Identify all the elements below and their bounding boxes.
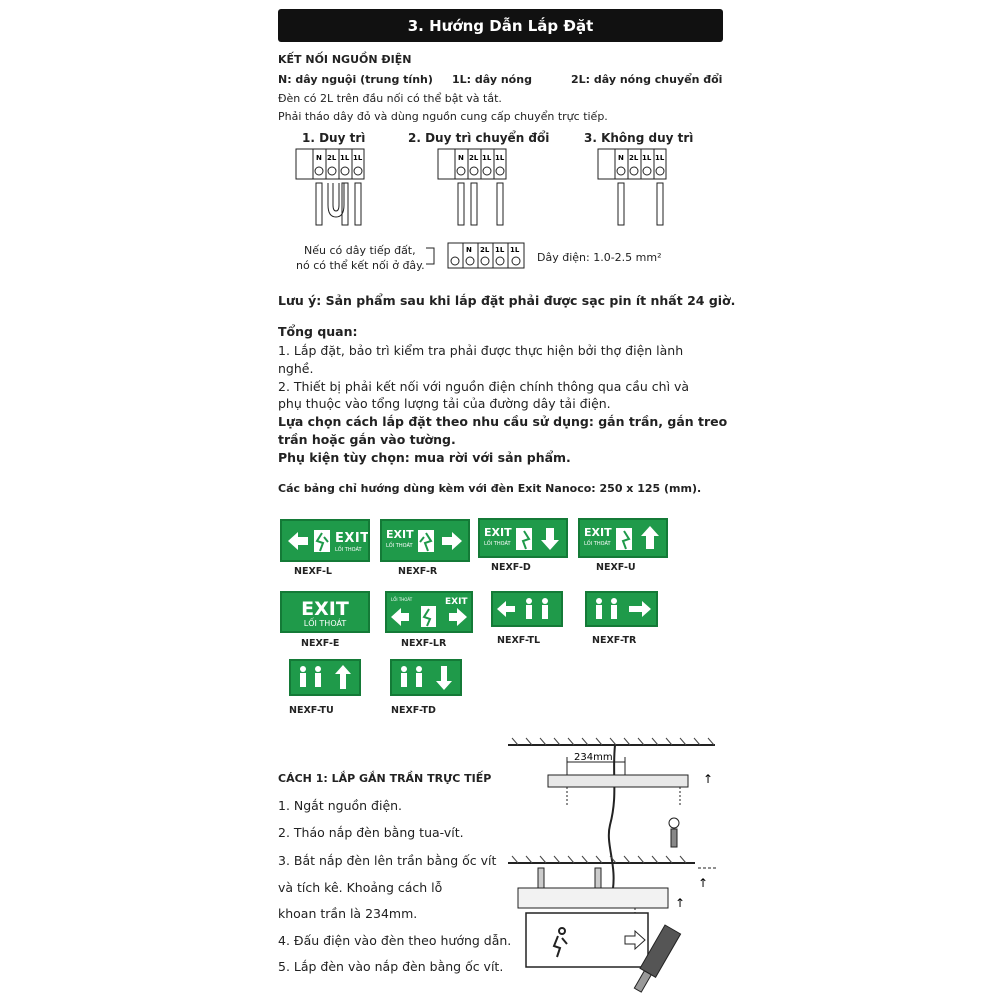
- g-1l: 1L: [495, 246, 505, 254]
- overview-b2: Phụ kiện tùy chọn: mua rời với sản phẩm.: [278, 450, 571, 465]
- t3-n: N: [618, 154, 624, 162]
- wiring-diagrams: [290, 145, 690, 235]
- sign-d-graphic: [480, 520, 566, 556]
- arrow-down-icon: [541, 528, 559, 550]
- arrow-up-icon: [641, 526, 659, 549]
- t2-1l-b: 1L: [495, 154, 505, 162]
- sign-r-exit: EXIT: [386, 528, 414, 541]
- install-step-3c: khoan trần là 234mm.: [278, 906, 418, 921]
- sign-l-graphic: [282, 521, 368, 560]
- code-nexf-tu: NEXF-TU: [289, 705, 334, 716]
- sign-nexf-e: [280, 591, 370, 633]
- terminal-block-2: [438, 149, 506, 225]
- arrow-left-icon: [497, 601, 515, 617]
- install-step-2: 2. Tháo nắp đèn bằng tua-vít.: [278, 825, 464, 840]
- sign-e-sub: LỐI THOÁT: [303, 619, 347, 628]
- l2-label: 2L: dây nóng chuyển đổi: [571, 73, 723, 86]
- sign-tu-graphic: [291, 661, 359, 694]
- g-2l: 2L: [480, 246, 490, 254]
- ground-terminal: [426, 240, 526, 272]
- t3-1l-b: 1L: [655, 154, 665, 162]
- arrow-left-icon: [391, 608, 409, 626]
- code-nexf-tl: NEXF-TL: [497, 635, 541, 646]
- code-nexf-tr: NEXF-TR: [592, 635, 637, 646]
- ceiling-mount-illustration: [500, 735, 725, 1000]
- arrow-right-icon: [629, 601, 651, 617]
- overview-heading: Tổng quan:: [278, 324, 358, 339]
- screw-icon: [669, 818, 679, 847]
- sign-nexf-td: [390, 659, 462, 696]
- install-step-3a: 3. Bắt nắp đèn lên trần bằng ốc vít: [278, 853, 497, 868]
- up-arrow-1: ↑: [703, 772, 714, 786]
- people-icon: [300, 666, 321, 687]
- overview-p1b: nghề.: [278, 361, 314, 376]
- dimension-label: 234mm: [574, 752, 613, 763]
- overview-b1a: Lựa chọn cách lắp đặt theo nhu cầu sử dụng: gắn trần, gắn treo: [278, 414, 728, 429]
- install-heading: CÁCH 1: LẮP GẮN TRẦN TRỰC TIẾP: [278, 772, 492, 785]
- people-icon: [526, 598, 548, 619]
- diagram-1-title: 1. Duy trì: [302, 131, 366, 145]
- sign-tr-graphic: [587, 593, 656, 625]
- install-step-1: 1. Ngắt nguồn điện.: [278, 798, 403, 813]
- people-icon: [401, 666, 422, 687]
- diagram-3-title: 3. Không duy trì: [584, 131, 694, 145]
- sign-nexf-tl: [491, 591, 563, 627]
- terminal-block-3: [598, 149, 666, 225]
- arrow-right-icon: [449, 608, 467, 626]
- section-header: [278, 9, 723, 42]
- t1-1l-b: 1L: [353, 154, 363, 162]
- sign-nexf-lr: [385, 591, 473, 633]
- install-step-3b: và tích kê. Khoảng cách lỗ: [278, 880, 443, 895]
- sign-l-sub: LỐI THOÁT: [335, 547, 362, 553]
- arrow-up-icon: [335, 665, 351, 689]
- sign-r-sub: LỐI THOÁT: [386, 543, 413, 549]
- n-label: N: dây nguội (trung tính): [278, 73, 433, 86]
- power-line1: Đèn có 2L trên đầu nối có thể bật và tắt.: [278, 92, 502, 105]
- sign-e-graphic: [282, 593, 368, 631]
- g-n: N: [466, 246, 472, 254]
- sign-nexf-u: [578, 518, 668, 558]
- sign-d-sub: LỐI THOÁT: [484, 541, 511, 547]
- charge-note: Lưu ý: Sản phẩm sau khi lắp đặt phải được sạc pin ít nhất 24 giờ.: [278, 293, 736, 308]
- t3-1l: 1L: [642, 154, 652, 162]
- code-nexf-l: NEXF-L: [294, 566, 332, 577]
- sign-u-exit: EXIT: [584, 526, 612, 539]
- sign-l-exit: EXIT: [335, 531, 368, 546]
- code-nexf-lr: NEXF-LR: [401, 638, 447, 649]
- t2-2l: 2L: [469, 154, 479, 162]
- t2-n: N: [458, 154, 464, 162]
- sign-d-exit: EXIT: [484, 526, 512, 539]
- install-step-5: 5. Lắp đèn vào nắp đèn bằng ốc vít.: [278, 959, 504, 974]
- overview-p1a: 1. Lắp đặt, bảo trì kiểm tra phải được thực hiện bởi thợ điện lành: [278, 343, 684, 358]
- overview-p2a: 2. Thiết bị phải kết nối với nguồn điện chính thông qua cầu chì và: [278, 379, 690, 394]
- sign-tl-graphic: [493, 593, 561, 625]
- wire-size: Dây điện: 1.0-2.5 mm²: [537, 251, 662, 264]
- sign-nexf-r: [380, 519, 470, 562]
- code-nexf-td: NEXF-TD: [391, 705, 436, 716]
- g-1l-b: 1L: [510, 246, 520, 254]
- sign-r-graphic: [382, 521, 468, 560]
- sign-lr-sub: LỐI THOÁT: [391, 597, 413, 602]
- sign-u-sub: LỐI THOÁT: [584, 541, 611, 547]
- code-nexf-u: NEXF-U: [596, 562, 636, 573]
- section-title: 3. Hướng Dẫn Lắp Đặt: [407, 16, 594, 35]
- signs-caption: Các bảng chỉ hướng dùng kèm với đèn Exit Nanoco: 250 x 125 (mm).: [278, 482, 702, 495]
- arrow-right-icon: [442, 532, 462, 550]
- sign-e-exit: EXIT: [301, 598, 349, 620]
- up-arrow-2: ↑: [698, 876, 709, 890]
- sign-nexf-d: [478, 518, 568, 558]
- install-step-4: 4. Đấu điện vào đèn theo hướng dẫn.: [278, 933, 512, 948]
- ground-note-2: nó có thể kết nối ở đây.: [296, 259, 425, 272]
- sign-lr-exit: EXIT: [445, 597, 468, 607]
- code-nexf-e: NEXF-E: [301, 638, 340, 649]
- l1-label: 1L: dây nóng: [452, 73, 532, 86]
- up-arrow-3: ↑: [675, 896, 686, 910]
- code-nexf-d: NEXF-D: [491, 562, 531, 573]
- power-heading: KẾT NỐI NGUỒN ĐIỆN: [278, 53, 412, 66]
- code-nexf-r: NEXF-R: [398, 566, 438, 577]
- diagram-2-title: 2. Duy trì chuyển đổi: [408, 131, 550, 145]
- sign-nexf-tu: [289, 659, 361, 696]
- overview-b1b: trần hoặc gắn vào tường.: [278, 432, 456, 447]
- sign-td-graphic: [392, 661, 460, 694]
- arrow-down-icon: [436, 666, 452, 690]
- overview-p2b: phụ thuộc vào tổng lượng tải của đường dây tải điện.: [278, 396, 611, 411]
- t1-1l: 1L: [340, 154, 350, 162]
- sign-u-graphic: [580, 520, 666, 556]
- sign-nexf-l: [280, 519, 370, 562]
- t1-n: N: [316, 154, 322, 162]
- t1-2l: 2L: [327, 154, 337, 162]
- ground-note-1: Nếu có dây tiếp đất,: [304, 244, 416, 257]
- power-line2: Phải tháo dây đỏ và dùng nguồn cung cấp chuyển trực tiếp.: [278, 110, 608, 123]
- sign-lr-graphic: [387, 593, 471, 631]
- sign-nexf-tr: [585, 591, 658, 627]
- terminal-block-1: [296, 149, 364, 225]
- people-icon: [596, 598, 617, 619]
- arrow-left-icon: [288, 532, 308, 550]
- t2-1l: 1L: [482, 154, 492, 162]
- t3-2l: 2L: [629, 154, 639, 162]
